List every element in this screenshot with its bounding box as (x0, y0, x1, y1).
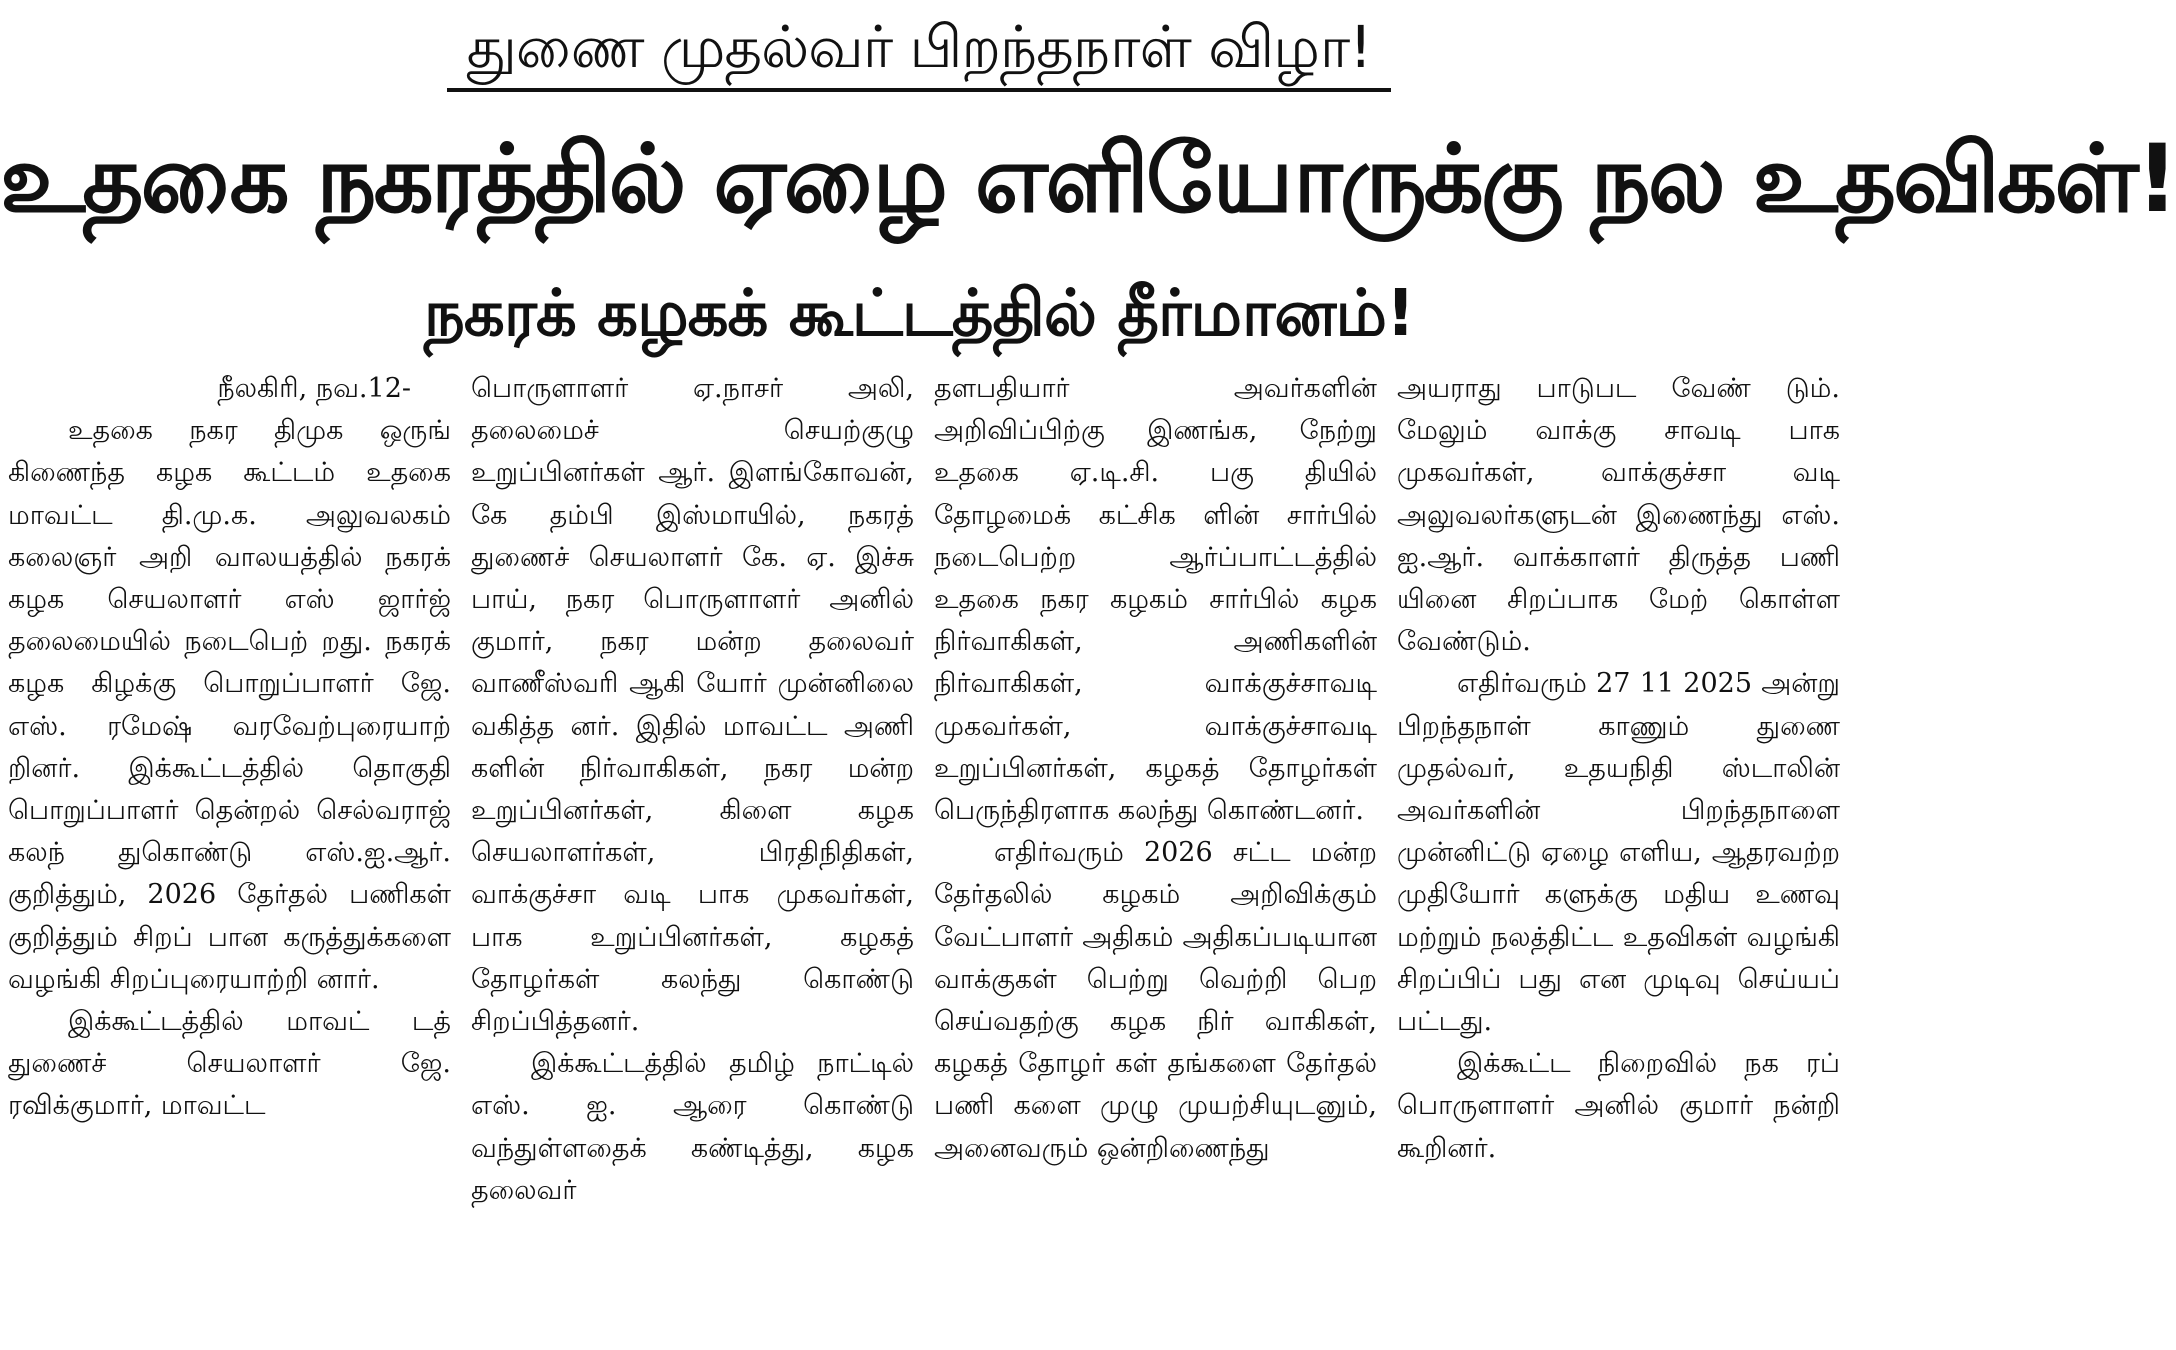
sub-headline: நகரக் கழகக் கூட்டத்தில் தீர்மானம்! (423, 277, 1415, 351)
paragraph: இக்கூட்ட நிறைவில் நக ரப் பொருளாளர் அனில் குமார் நன்றி கூறினர். (1397, 1048, 1840, 1164)
paragraph: உதகை நகர திமுக ஒருங் கிணைந்த கழக கூட்டம் உதகை மாவட்ட தி.மு.க. அலுவலகம் கலைஞர் அறி வாலயத்தில் நகரக் கழக செயலாளர் எஸ் ஜார்ஜ் தலைமையில் நடைபெற் றது. நகரக் கழக கிழக்கு பொறுப்பாளர் ஜே. எஸ். ரமேஷ் வரவேற்புரையாற் றினர். இக்கூட்டத்தில் தொகுதி பொறுப்பாளர் தென்றல் செல்வராஜ் கலந் துகொண்டு எஸ்.ஐ.ஆர். குறித்தும், 2026 தேர்தல் பணிகள் குறித்தும் சிறப் பான கருத்துக்களை வழங்கி சிறப்புரையாற்றி னார். (8, 415, 451, 995)
article-column-3 (934, 368, 1377, 1338)
kicker-heading (0, 8, 1838, 92)
paragraph: எதிர்வரும் 27 11 2025 அன்று பிறந்தநாள் காணும் துணை முதல்வர், உதயநிதி ஸ்டாலின் அவர்களின் பிறந்தநாளை முன்னிட்டு ஏழை எளிய, ஆதரவற்ற முதியோர் களுக்கு மதிய உணவு மற்றும் நலத்திட்ட உதவிகள் வழங்கி சிறப்பிப் பது என முடிவு செய்யப் பட்டது. (1397, 668, 1840, 1038)
paragraph: இக்கூட்டத்தில் தமிழ் நாட்டில் எஸ். ஐ. ஆரை கொண்டு வந்துள்ளதைக் கண்டித்து, கழக தலைவர் (471, 1048, 914, 1206)
paragraph: எதிர்வரும் 2026 சட்ட மன்ற தேர்தலில் கழகம் அறிவிக்கும் வேட்பாளர் அதிகம் அதிகப்படியான வாக்குகள் பெற்று வெற்றி பெற செய்வதற்கு கழக நிர் வாகிகள், கழகத் தோழர் கள் தங்களை தேர்தல் பணி களை முழு முயற்சியுடனும், அனைவரும் ஒன்றிணைந்து (934, 837, 1377, 1164)
kicker-text: துணை முதல்வர் பிறந்தநாள் விழா! (447, 8, 1392, 92)
article-column-1 (8, 368, 451, 1338)
main-headline: உதகை நகரத்தில் ஏழை எளியோருக்கு நல உதவிகள்! (0, 125, 2176, 234)
article-column-2 (471, 368, 914, 1338)
paragraph: பொருளாளர் ஏ.நாசர் அலி, தலைமைச் செயற்குழு உறுப்பினர்கள் ஆர். இளங்கோவன், கே தம்பி இஸ்மாயில், நகரத் துணைச் செயலாளர் கே. ஏ. இச்சு பாய், நகர பொருளாளர் அனில் குமார், நகர மன்ற தலைவர் வாணீஸ்வரி ஆகி யோர் முன்னிலை வகித்த னர். இதில் மாவட்ட அணி களின் நிர்வாகிகள், நகர மன்ற உறுப்பினர்கள், கிளை கழக செயலாளர்கள், பிரதிநிதிகள், வாக்குச்சா வடி பாக முகவர்கள், பாக உறுப்பினர்கள், கழகத் தோழர்கள் கலந்து கொண்டு சிறப்பித்தனர். (471, 373, 914, 1038)
paragraph: இக்கூட்டத்தில் மாவட் டத் துணைச் செயலாளர் ஜே. ரவிக்குமார், மாவட்ட (8, 1006, 451, 1122)
dateline: நீலகிரி, நவ.12- (217, 373, 411, 404)
article-column-4 (1397, 368, 1840, 1338)
article-body (8, 368, 1840, 1338)
paragraph: அயராது பாடுபட வேண் டும். மேலும் வாக்கு சாவடி பாக முகவர்கள், வாக்குச்சா வடி அலுவலர்களுடன் இணைந்து எஸ். ஐ.ஆர். வாக்காளர் திருத்த பணி யினை சிறப்பாக மேற் கொள்ள வேண்டும். (1397, 373, 1840, 658)
paragraph: தளபதியார் அவர்களின் அறிவிப்பிற்கு இணங்க, நேற்று உதகை ஏ.டி.சி. பகு தியில் தோழமைக் கட்சிக ளின் சார்பில் நடைபெற்ற ஆர்ப்பாட்டத்தில் உதகை நகர கழகம் சார்பில் கழக நிர்வாகிகள், அணிகளின் நிர்வாகிகள், வாக்குச்சாவடி முகவர்கள், வாக்குச்சாவடி உறுப்பினர்கள், கழகத் தோழர்கள் பெருந்திரளாக கலந்து கொண்டனர். (934, 373, 1377, 827)
